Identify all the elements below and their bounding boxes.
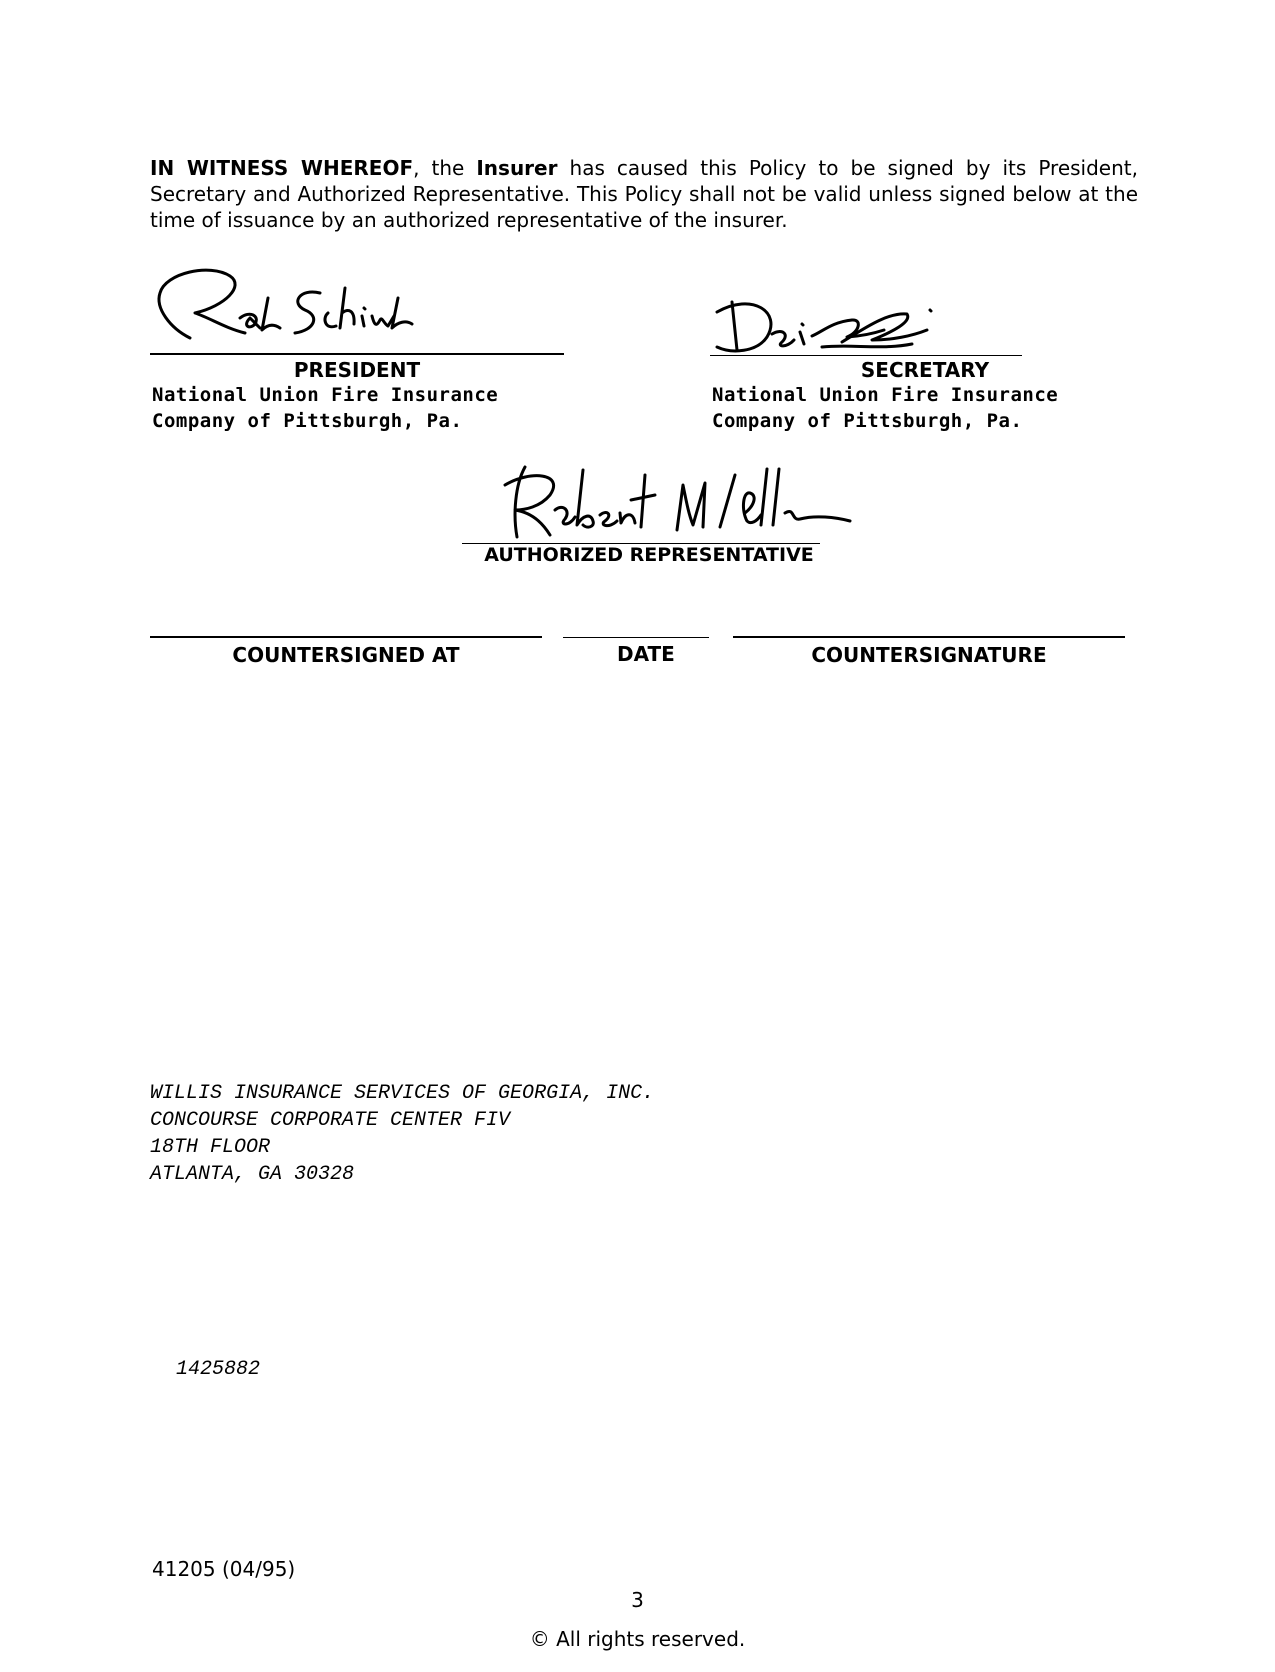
agent-address	[150, 1080, 654, 1188]
date-line	[563, 637, 709, 638]
president-company-line-1: National Union Fire Insurance	[152, 384, 499, 406]
witness-text-1: , the	[413, 156, 477, 180]
address-line-1: WILLIS INSURANCE SERVICES OF GEORGIA, INC.	[150, 1082, 655, 1105]
reference-number: 1425882	[176, 1358, 261, 1381]
secretary-title: SECRETARY	[860, 358, 990, 382]
witness-lead-1: IN WITNESS WHEREOF	[150, 156, 414, 180]
address-line-4: ATLANTA, GA 30328	[150, 1163, 355, 1186]
countersignature-line	[733, 636, 1125, 638]
date-label: DATE	[617, 642, 675, 666]
authorized-representative-title: AUTHORIZED REPRESENTATIVE	[484, 544, 814, 566]
president-signature	[150, 258, 420, 348]
countersigned-at-label: COUNTERSIGNED AT	[232, 643, 460, 667]
president-company-line-2: Company of Pittsburgh, Pa.	[152, 410, 463, 432]
address-line-2: CONCOURSE CORPORATE CENTER FIV	[150, 1109, 511, 1132]
witness-lead-2: Insurer	[476, 156, 558, 180]
secretary-company-line-1: National Union Fire Insurance	[712, 384, 1059, 406]
witness-paragraph	[150, 155, 1138, 233]
copyright-notice: © All rights reserved.	[529, 1627, 746, 1651]
countersigned-at-line	[150, 636, 542, 638]
president-signature-line	[150, 353, 564, 355]
authorized-representative-signature	[495, 455, 855, 550]
secretary-company-line-2: Company of Pittsburgh, Pa.	[712, 410, 1023, 432]
witness-text-2: has caused this Policy to be signed by its President, Secretary and Authorized Representative. This Policy shall not be valid unless signed below at the time of issuance by an authorized representative of the insurer.	[150, 156, 1138, 232]
secretary-signature-line	[710, 355, 1022, 356]
page-number: 3	[631, 1588, 644, 1612]
address-line-3: 18TH FLOOR	[150, 1136, 271, 1159]
president-title: PRESIDENT	[293, 358, 421, 382]
form-number: 41205 (04/95)	[152, 1557, 296, 1581]
countersignature-label: COUNTERSIGNATURE	[811, 643, 1047, 667]
secretary-signature	[712, 292, 942, 362]
